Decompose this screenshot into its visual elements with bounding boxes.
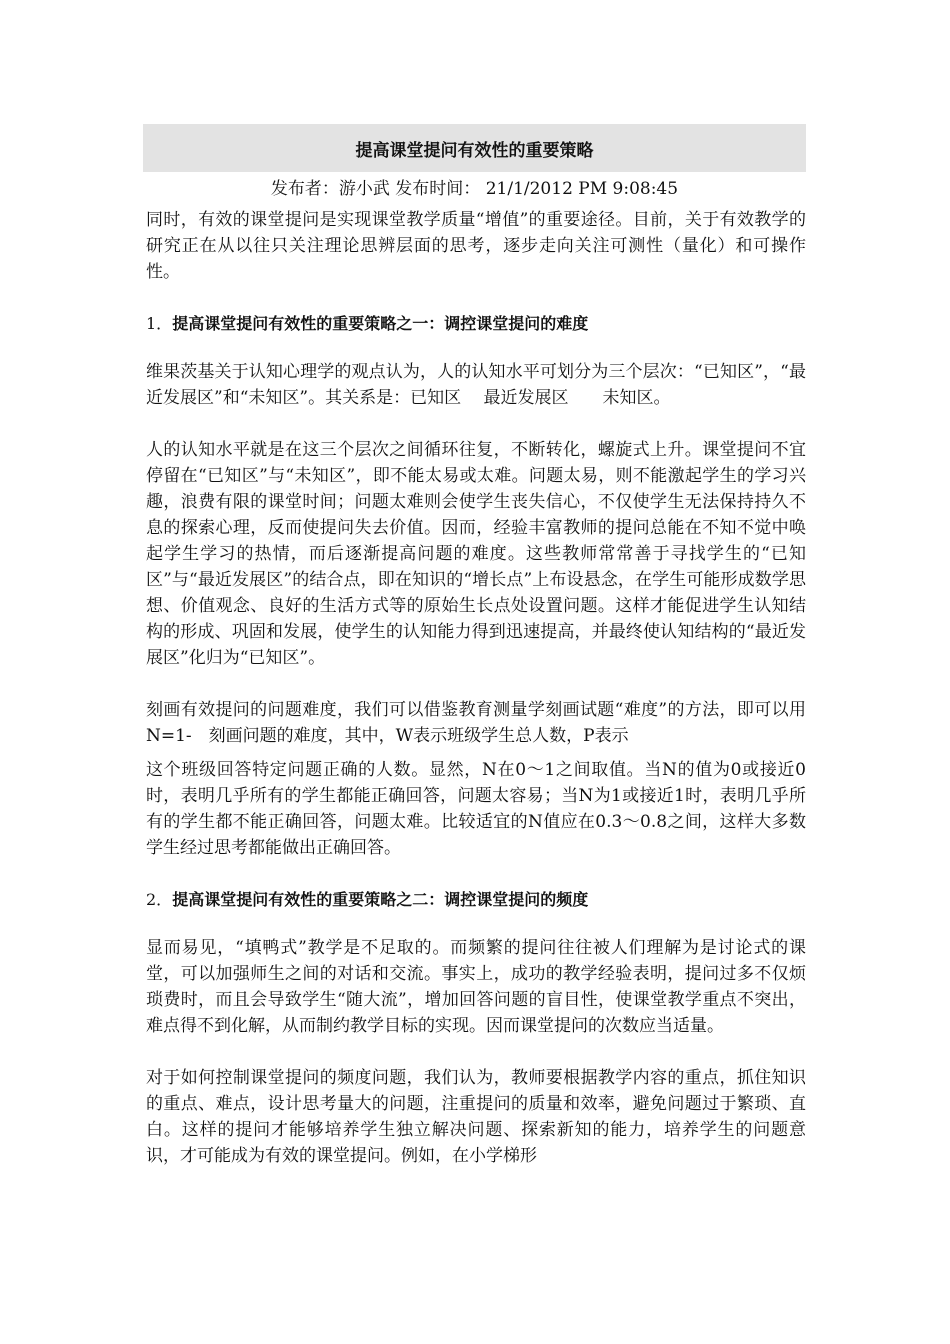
section-1-heading	[146, 311, 806, 337]
section-1-paragraph-1: 维果茨基关于认知心理学的观点认为，人的认知水平可划分为三个层次：“已知区”，“最近发展区”和“未知区”。其关系是：已知区 最近发展区 未知区。	[146, 362, 806, 408]
section-1-number: 1．	[146, 314, 173, 333]
section-2-heading-text: 提高课堂提问有效性的重要策略之二：调控课堂提问的频度	[172, 890, 589, 909]
section-2-paragraph-1: 显而易见，“填鸭式”教学是不足取的。而频繁的提问往往被人们理解为是讨论式的课堂，可以加强师生之间的对话和交流。事实上，成功的教学经验表明，提问过多不仅烦琐费时，而且会导致学生“随大流”，增加回答问题的盲目性，使课堂教学重点不突出，难点得不到化解，从而制约教学目标的实现。因而课堂提问的次数应当适量。	[146, 938, 806, 1036]
publish-info: 发布者：游小武 发布时间： 21/1/2012 PM 9:08:45	[270, 179, 679, 199]
section-1-heading-text: 提高课堂提问有效性的重要策略之一：调控课堂提问的难度	[172, 314, 589, 333]
section-1-paragraph-4: 这个班级回答特定问题正确的人数。显然，N在0～1之间取值。当N的值为0或接近0时，表明几乎所有的学生都能正确回答，问题太容易；当N为1或接近1时，表明几乎所有的学生都不能正确回答，问题太难。比较适宜的N值应在0.3～0.8之间，这样大多数学生经过思考都能做出正确回答。	[146, 760, 806, 858]
section-1-paragraph-2: 人的认知水平就是在这三个层次之间循环往复，不断转化，螺旋式上升。课堂提问不宜停留在“已知区”与“未知区”，即不能太易或太难。问题太易，则不能激起学生的学习兴趣，浪费有限的课堂时间；问题太难则会使学生丧失信心，不仅使学生无法保持持久不息的探索心理，反而使提问失去价值。因而，经验丰富教师的提问总能在不知不觉中唤起学生学习的热情，而后逐渐提高问题的难度。这些教师常常善于寻找学生的“已知区”与“最近发展区”的结合点，即在知识的“增长点”上布设悬念，在学生可能形成数学思想、价值观念、良好的生活方式等的原始生长点处设置问题。这样才能促进学生认知结构的形成、巩固和发展，使学生的认知能力得到迅速提高，并最终使认知结构的“最近发展区”化归为“已知区”。	[146, 440, 806, 668]
section-2-number: 2．	[146, 890, 173, 909]
document-body	[146, 207, 806, 1195]
section-1-paragraph-3: 刻画有效提问的问题难度，我们可以借鉴教育测量学刻画试题“难度”的方法，即可以用N=1- 刻画问题的难度，其中，W表示班级学生总人数，P表示	[146, 700, 806, 746]
section-2-paragraph-2: 对于如何控制课堂提问的频度问题，我们认为，教师要根据教学内容的重点，抓住知识的重点、难点，设计思考量大的问题，注重提问的质量和效率，避免问题过于繁琐、直白。这样的提问才能够培养学生独立解决问题、探索新知的能力，培养学生的问题意识，才可能成为有效的课堂提问。例如，在小学梯形	[146, 1068, 806, 1166]
intro-paragraph: 同时，有效的课堂提问是实现课堂教学质量“增值”的重要途径。目前，关于有效教学的研究正在从以往只关注理论思辨层面的思考，逐步走向关注可测性（量化）和可操作性。	[146, 210, 806, 282]
document-title: 提高课堂提问有效性的重要策略	[143, 124, 806, 172]
section-2-heading	[146, 887, 806, 913]
